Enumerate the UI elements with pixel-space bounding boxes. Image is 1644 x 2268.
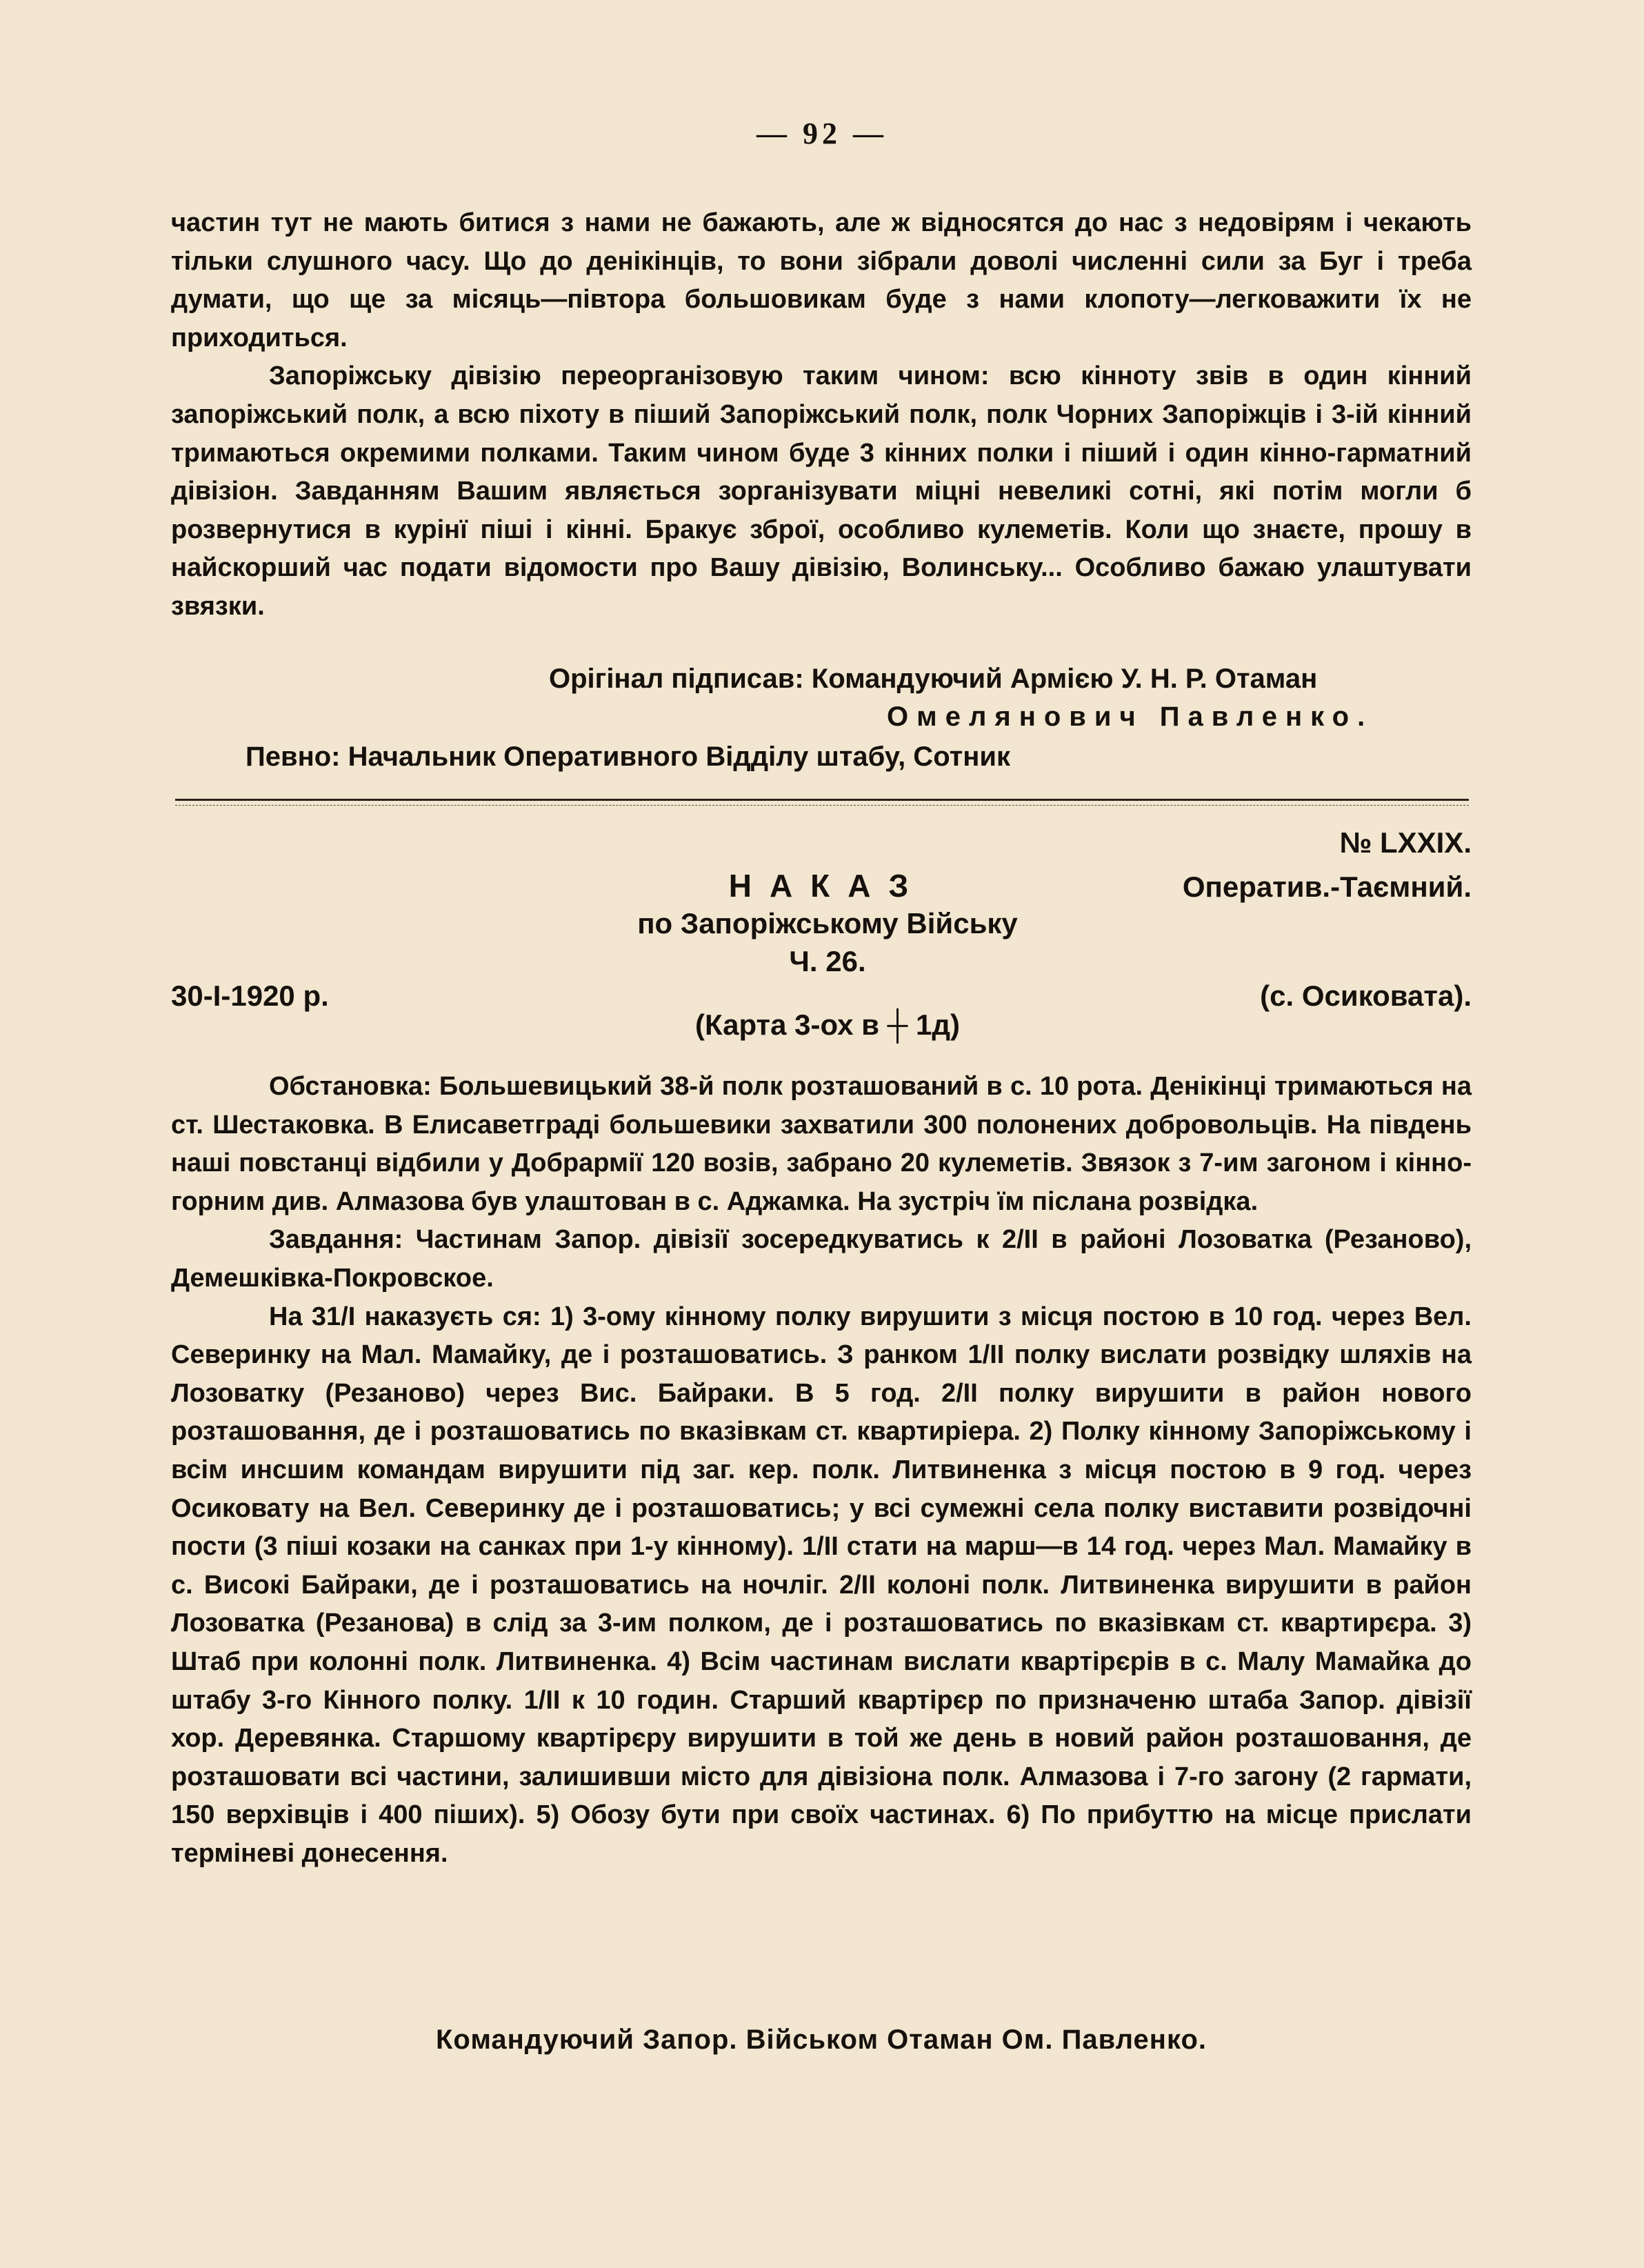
- page-number: — 92 —: [756, 117, 888, 150]
- original-signed-line: Орігінал підписав: Командуючий Армією У. Н. Р. Отаман: [549, 664, 1318, 694]
- order-signature: Командуючий Запор. Військом Отаман Ом. Павленко.: [436, 2025, 1207, 2055]
- certified-line: Певно: Начальник Оперативного Відділу штабу, Сотник: [245, 742, 1010, 772]
- order-classification: Оператив.-Таємний.: [1182, 871, 1472, 903]
- order-map: (Карта 3-ох в ┼ 1д): [694, 1008, 961, 1041]
- order-body: [171, 1068, 1472, 1873]
- order-date: 30-І-1920 р.: [171, 979, 329, 1012]
- letter-body: [171, 204, 1472, 626]
- letter-paragraph-2: Запоріжську дівізію переорганізовую таким чином: всю кінноту звів в один кінний запоріжський полк, а всю піхоту в піший Запоріжський полк, полк Чорних Запоріжців і 3-ій кінний тримаються окремими полками. Таким чином буде 3 кінних полки і піший і один кінно-гарматний дівізіон. Завданням Вашим являється зорганізувати міцні невеликі сотні, які потім могли б розвернутися в курінї піші і кінні. Бракує зброї, особливо кулеметів. Коли що знаєте, прошу в найскорший час подати відомости про Вашу дівізію, Волинську... Особливо бажаю улаштувати звязки.: [171, 361, 1472, 621]
- section-divider-shadow: [175, 805, 1469, 806]
- signatory-name: Омелянович Павленко.: [887, 702, 1374, 732]
- order-subtitle: по Запоріжському Війську: [637, 907, 1018, 939]
- order-part: Ч. 26.: [789, 945, 866, 977]
- order-place: (с. Осиковата).: [1260, 979, 1472, 1012]
- letter-paragraph-1: частин тут не мають битися з нами не бажають, але ж відносятся до нас з недовірям і чекають тільки слушного часу. Що до денікінців, то вони зібрали доволі численні сили за Буг і треба думати, що ще за місяць—півтора большовикам буде з нами клопоту—легковажити їх не приходиться.: [171, 208, 1472, 352]
- order-number: № LXXIX.: [1339, 826, 1472, 859]
- order-situation-paragraph: Обстановка: Большевицький 38-й полк розташований в с. 10 рота. Денікінці тримаються на ст. Шестаковка. В Елисаветграді большевики захватили 300 полонених добровольців. На південь наші повстанці відбили у Добрармії 120 возів, забрано 20 кулеметів. Звязок з 7-им загоном і кінно-горним див. Алмазова був улаштован в с. Аджамка. На зустріч їм післана розвідка.: [171, 1072, 1472, 1216]
- order-instructions-paragraph: На 31/І наказуєть ся: 1) 3-ому кінному полку вирушити з місця постою в 10 год. через Вел. Северинку на Мал. Мамайку, де і розташоватись. З ранком 1/ІІ полку вислати розвідку шляхів на Лозоватку (Резаново) через Вис. Байраки. В 5 год. 2/ІІ полку вирушити в район нового розташовання, де і розташоватись по вказівкам ст. квартиріера. 2) Полку кінному Запоріжському і всім инсшим командам вирушити під заг. кер. полк. Литвиненка з місця постою в 9 год. через Осиковату на Вел. Северинку де і розташоватись; у всі сумежні села полку виставити розвідочні пости (3 піші козаки на санках при 1-у кінному). 1/ІІ стати на марш—в 14 год. через Мал. Мамайку в с. Високі Байраки, де і розташоватись на ночліг. 2/ІІ колоні полк. Литвиненка вирушити в район Лозоватка (Резанова) в слід за 3-им полком, де і розташоватись по вказівкам ст. квартирєра. 3) Штаб при колонні полк. Литвиненка. 4) Всім частинам вислати квартірєрів в с. Малу Мамайка до штабу 3-го Кінного полку. 1/ІІ к 10 годин. Старший квартірєр по призначеню штаба Запор. дівізії хор. Деревянка. Старшому квартірєру вирушити в той же день в новий район розташовання, де розташовати всі частини, залишивши місто для дівізіона полк. Алмазова і 7-го загону (2 гармати, 150 верхівців і 400 піших). 5) Обозу бути при своїх частинах. 6) По прибуттю на місце прислати терміневі донесення.: [171, 1302, 1472, 1868]
- order-title: НАКАЗ: [728, 868, 927, 904]
- order-task-paragraph: Завдання: Частинам Запор. дівізії зосередкуватись к 2/ІІ в районі Лозоватка (Резаново), Демешківка-Покровское.: [171, 1225, 1472, 1293]
- section-divider: [175, 799, 1469, 801]
